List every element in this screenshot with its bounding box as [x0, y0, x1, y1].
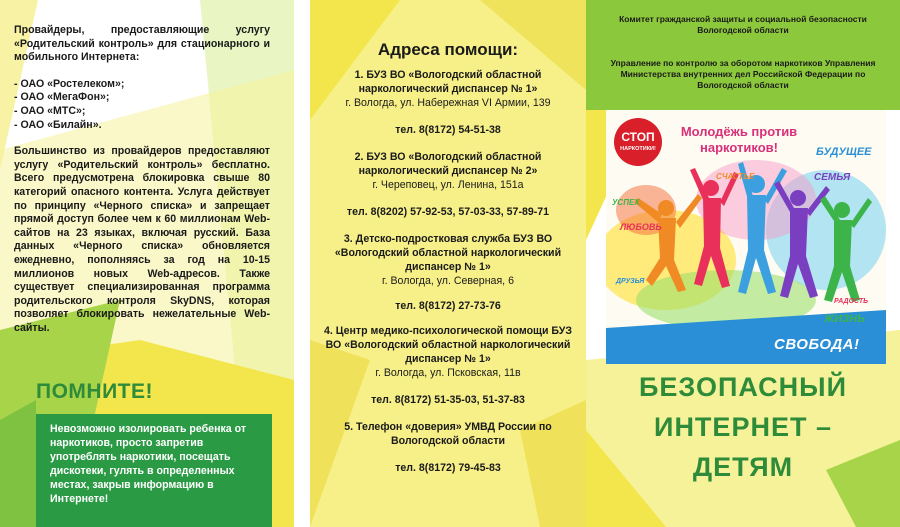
address-phone: тел. 8(8172) 54-51-38	[395, 124, 501, 136]
poster-word: УСПЕХ	[612, 198, 640, 207]
address-org: 4. Центр медико-психологической помощи БУЗ ВО «Вологодский областной наркологический диспансер № 1»	[323, 325, 573, 365]
address-phone: тел. 8(8172) 27-73-76	[395, 300, 501, 312]
middle-panel	[310, 0, 586, 527]
parental-control-description: Большинство из провайдеров предоставляют услугу «Родительский контроль» бесплатно. Всего предусмотрена блокировка свыше 80 категорий опасного контента. Услуга действует по принципу «Черного списка» и запрещает прямой доступ более чем к 60 миллионам Web-сайтов на 23 языках, включая русский. База данных «Черного списка» обновляется ежедневно, пополняясь за год на 10-15 миллионов новых Web-адресов. Также существует специализированная программа родительского контроля SkyDNS, которая позволяет блокировать нежелательные Web-сайты.	[14, 145, 270, 334]
committee-name: Комитет гражданской защиты и социальной безопасности Вологодской области	[619, 14, 867, 35]
address-org: 3. Детско-подростковая служба БУЗ ВО «Вологодский областной наркологический диспансер № 1»	[334, 233, 562, 273]
remember-box	[36, 414, 272, 527]
address-street: г. Вологда, ул. Псковская, 11в	[375, 367, 521, 379]
poster-word: ЖИЗНЬ	[824, 313, 865, 325]
address-phone: тел. 8(8172) 79-45-83	[395, 462, 501, 474]
stop-drugs-badge	[614, 118, 662, 166]
poster-word: БУДУЩЕЕ	[816, 146, 872, 158]
address-entry	[318, 150, 578, 192]
remember-heading: ПОМНИТЕ!	[36, 380, 154, 403]
brochure-title-line: ИНТЕРНЕТ –	[654, 412, 832, 442]
address-entry	[318, 232, 578, 288]
organizations-header	[586, 0, 900, 110]
address-phone: тел. 8(8202) 57-92-53, 57-03-33, 57-89-71	[346, 206, 550, 218]
address-street: г. Вологда, ул. Северная, 6	[382, 275, 514, 287]
address-street: г. Вологда, ул. Набережная VI Армии, 139	[345, 97, 551, 109]
providers-list	[14, 78, 270, 132]
addresses-title: Адреса помощи:	[377, 40, 519, 59]
anti-drug-poster	[606, 110, 886, 364]
poster-word: СЧАСТЬЕ	[716, 172, 755, 181]
stop-badge-word: СТОП	[621, 130, 655, 144]
poster-slogan: Молодёжь против наркотиков!	[680, 124, 798, 155]
freedom-banner: СВОБОДА!	[774, 336, 860, 353]
brochure-title-line: ДЕТЯМ	[692, 452, 794, 482]
address-entry	[318, 68, 578, 110]
providers-text-block	[14, 24, 270, 348]
stop-badge-subtitle: НАРКОТИКИ!	[620, 146, 656, 152]
address-street: г. Череповец, ул. Ленина, 151а	[372, 179, 524, 191]
remember-text: Невозможно изолировать ребенка от наркотиков, просто запретив употреблять наркотики, посещать дискотеки, гулять в определенных местах, закрыв информацию в Интернете!	[50, 423, 247, 505]
provider-item: - ОАО «Ростелеком»;	[14, 77, 125, 90]
address-org: 2. БУЗ ВО «Вологодский областной наркологический диспансер № 2»	[354, 151, 542, 177]
poster-word: РАДОСТЬ	[834, 298, 869, 305]
providers-intro: Провайдеры, предоставляющие услугу «Родительский контроль» для стационарного и мобильного Интернета:	[14, 24, 270, 64]
left-panel	[0, 0, 294, 527]
poster-word: СЕМЬЯ	[814, 172, 851, 183]
provider-item: - ОАО «МТС»;	[14, 104, 86, 117]
brochure-title-line: БЕЗОПАСНЫЙ	[638, 372, 848, 402]
address-phone: тел. 8(8172) 51-35-03, 51-37-83	[371, 394, 525, 406]
poster-word: ДРУЗЬЯ	[616, 278, 645, 285]
right-panel	[586, 0, 900, 527]
provider-item: - ОАО «МегаФон»;	[14, 91, 110, 104]
address-entry	[318, 324, 578, 380]
address-org: 5. Телефон «доверия» УМВД России по Вологодской области	[344, 421, 552, 447]
address-org: 1. БУЗ ВО «Вологодский областной наркологический диспансер № 1»	[354, 69, 542, 95]
poster-word: ЛЮБОВЬ	[620, 222, 662, 232]
address-entry	[318, 420, 578, 448]
provider-item: - ОАО «Билайн».	[14, 118, 102, 131]
police-department-name: Управление по контролю за оборотом наркотиков Управления Министерства внутренних дел Российской Федерации по Вологодской области	[610, 58, 876, 90]
